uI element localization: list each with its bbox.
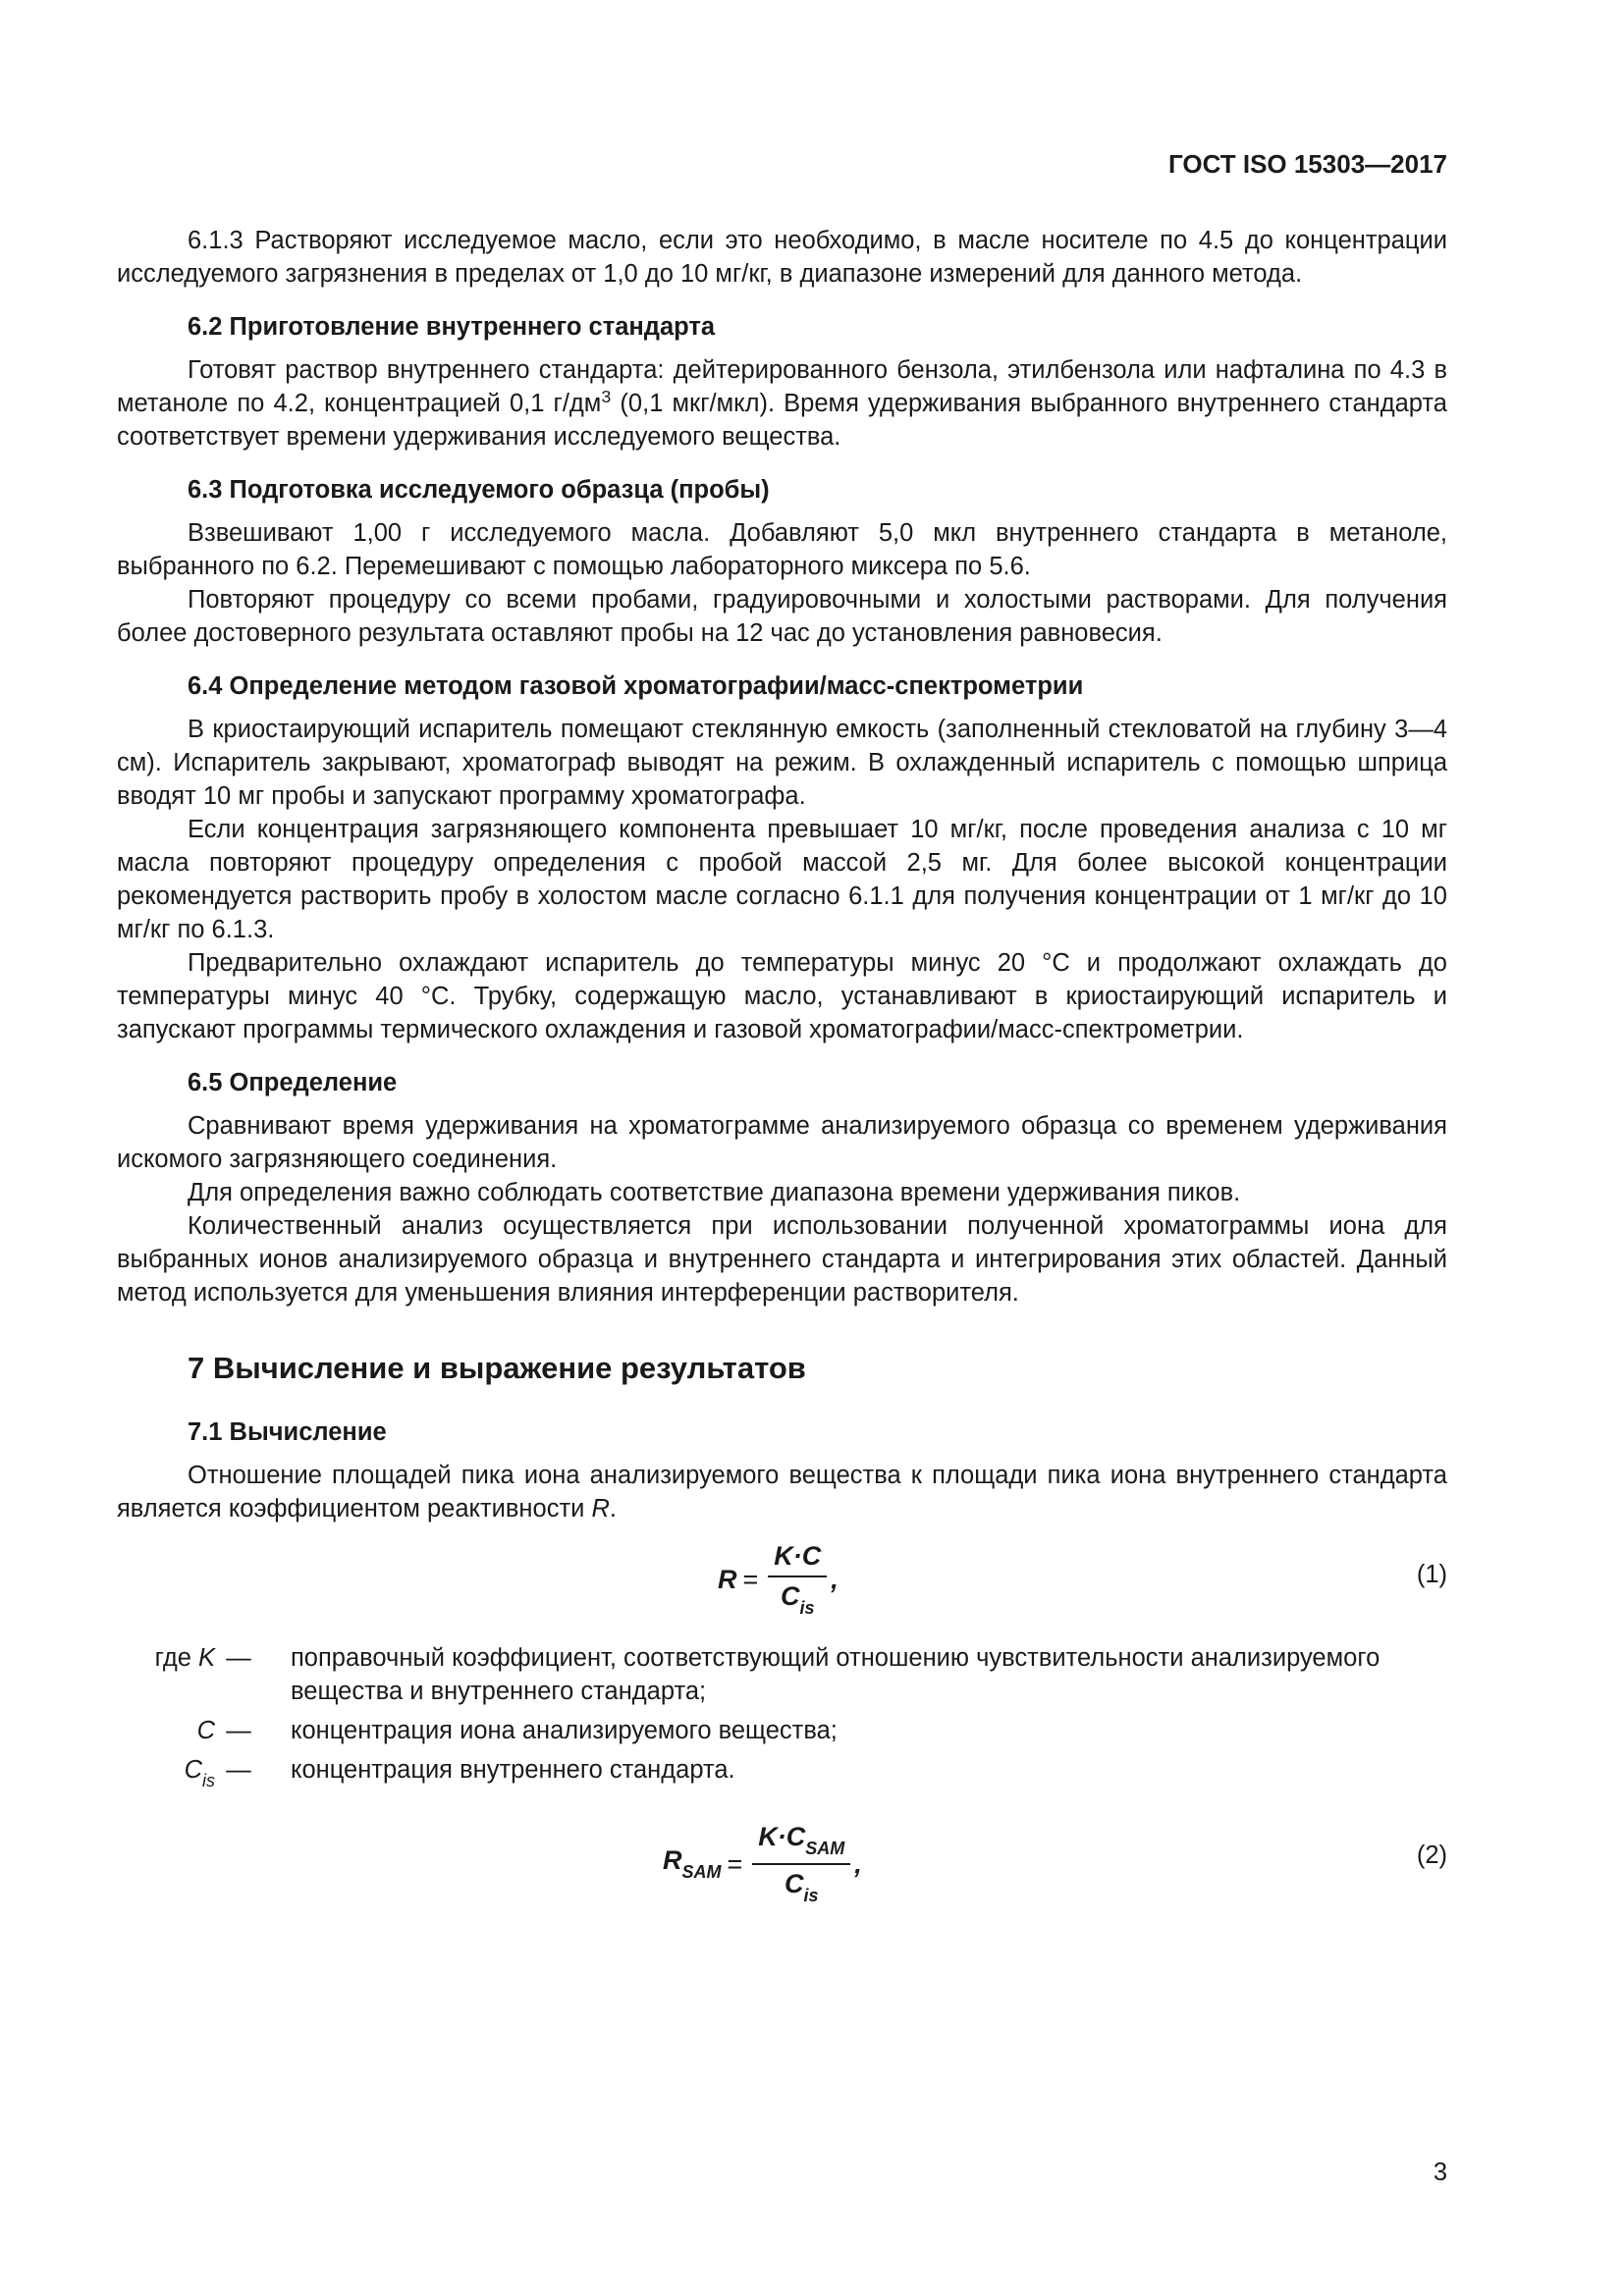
denominator-base: C	[781, 1581, 800, 1611]
formula-expression	[663, 1822, 862, 1906]
denominator	[781, 1577, 815, 1619]
paragraph: Если концентрация загрязняющего компонента превышает 10 мг/кг, после проведения анализа с 10 мг масла повторяют процедуру определения с пробой массой 2,5 мг. Для более высокой концентрации рекомендуется растворить пробу в холостом масле согласно 6.1.1 для получения концентрации от 1 мг/кг до 10 мг/кг по 6.1.3.	[117, 816, 1447, 943]
definition-text: концентрация иона анализируемого вещества;	[291, 1717, 838, 1744]
definition-dash: —	[226, 1756, 251, 1784]
lhs-base: R	[663, 1845, 682, 1875]
definition-dash: —	[226, 1717, 251, 1744]
text-run: (0,1 мкг/мкл). Время удерживания выбранного внутреннего стандарта соответствует времени удерживания исследуемого вещества.	[117, 390, 1447, 451]
subscript: SAM	[681, 1862, 722, 1882]
chapter-title: 7 Вычисление и выражение результатов	[188, 1351, 806, 1385]
definition-text: концентрация внутреннего стандарта.	[291, 1756, 735, 1784]
definition-symbol	[117, 1753, 215, 1797]
symbol: K	[197, 1644, 215, 1672]
section-title: 6.3 Подготовка исследуемого образца (пробы)	[188, 476, 770, 504]
definition-symbol	[117, 1641, 215, 1675]
subscript: is	[803, 1886, 819, 1905]
paragraph: В криостаирующий испаритель помещают стеклянную емкость (заполненный стекловатой на глубину 3—4 см). Испаритель закрывают, хроматограф выводят на режим. В охлажденный испаритель с помощью шприца вводят 10 мг пробы и запускают программу хроматографа.	[117, 716, 1447, 810]
paragraph: Предварительно охлаждают испаритель до температуры минус 20 °С и продолжают охлаждать до температуры минус 40 °С. Трубку, содержащую масло, устанавливают в криостаирующий испаритель и запускают программы термического охлаждения и газовой хроматографии/масс-спектрометрии.	[117, 949, 1447, 1043]
section-6-4	[117, 669, 1447, 703]
document-code: ГОСТ ISO 15303—2017	[1167, 149, 1447, 179]
section-title: 6.4 Определение методом газовой хроматографии/масс-спектрометрии	[188, 672, 1084, 700]
definition-item	[117, 1641, 1447, 1708]
symbol: C	[184, 1756, 202, 1784]
formula-expression	[718, 1541, 839, 1619]
section-title: 6.2 Приготовление внутреннего стандарта	[188, 313, 716, 341]
superscript: 3	[601, 387, 612, 406]
section-7-1	[117, 1415, 1447, 1449]
formula-comma: ,	[854, 1848, 862, 1879]
fraction	[752, 1822, 850, 1906]
section-6-5	[117, 1066, 1447, 1099]
equals-sign: =	[742, 1565, 759, 1594]
symbol: C	[196, 1717, 215, 1744]
equals-sign: =	[727, 1848, 743, 1879]
paragraph: Повторяют процедуру со всеми пробами, градуировочными и холостыми растворами. Для получения более достоверного результата оставляют пробы на 12 час до установления равновесия.	[117, 586, 1447, 647]
paragraph: Сравнивают время удерживания на хроматограмме анализируемого образца со временем удерживания искомого загрязняющего соединения.	[117, 1112, 1447, 1173]
text-run: Готовят раствор внутреннего стандарта: дейтерированного бензола, этилбензола или нафталина по 4.3 в метаноле по 4.2, концентрацией 0,1 г/дм	[117, 356, 1447, 417]
numerator-base: K·C	[758, 1822, 806, 1851]
formula-comma: ,	[831, 1565, 839, 1594]
definitions-list	[117, 1641, 1447, 1790]
formula-lhs: R	[718, 1565, 737, 1594]
section-title: 7.1 Вычисление	[188, 1418, 387, 1446]
page-body	[117, 224, 1447, 1912]
paragraph: Количественный анализ осуществляется при использовании полученной хроматограммы иона для выбранных ионов анализируемого образца и внутреннего стандарта и интегрирования этих областей. Данный метод используется для уменьшения влияния интерференции растворителя.	[117, 1212, 1447, 1307]
paragraph: Взвешивают 1,00 г исследуемого масла. Добавляют 5,0 мкл внутреннего стандарта в метаноле, выбранного по 6.2. Перемешивают с помощью лабораторного миксера по 5.6.	[117, 519, 1447, 580]
denominator	[785, 1865, 819, 1906]
definition-text: поправочный коэффициент, соответствующий отношению чувствительности анализируемого вещества и внутреннего стандарта;	[291, 1644, 1380, 1705]
definition-item	[117, 1753, 1447, 1790]
numerator	[752, 1822, 850, 1865]
definition-prefix: где	[154, 1644, 198, 1672]
formula-lhs	[663, 1845, 722, 1883]
definition-dash: —	[226, 1644, 251, 1672]
variable: R	[591, 1495, 610, 1522]
subscript: is	[202, 1771, 215, 1790]
definition-symbol	[117, 1714, 215, 1747]
text-run: Отношение площадей пика иона анализируемого вещества к площади пика иона внутреннего стандарта является коэффициентом реактивности	[117, 1462, 1447, 1522]
denominator-base: C	[785, 1869, 804, 1898]
paragraph	[117, 1459, 1447, 1525]
page-number: 3	[1433, 2159, 1447, 2186]
text-run: .	[609, 1495, 617, 1522]
formula-1	[117, 1533, 1447, 1631]
fraction	[768, 1541, 827, 1619]
section-6-3	[117, 473, 1447, 507]
formula-2	[117, 1814, 1447, 1912]
paragraph: Для определения важно соблюдать соответствие диапазона времени удерживания пиков.	[188, 1179, 1241, 1206]
subscript: SAM	[805, 1839, 845, 1858]
section-6-2	[117, 310, 1447, 344]
paragraph	[117, 353, 1447, 454]
equation-number: (2)	[1416, 1842, 1447, 1869]
subscript: is	[799, 1598, 815, 1618]
section-title: 6.5 Определение	[188, 1069, 398, 1096]
definition-item	[117, 1714, 1447, 1747]
equation-number: (1)	[1416, 1561, 1447, 1588]
numerator: K·C	[768, 1541, 827, 1577]
paragraph-6-1-3: 6.1.3 Растворяют исследуемое масло, если это необходимо, в масле носителе по 4.5 до концентрации исследуемого загрязнения в пределах от 1,0 до 10 мг/кг, в диапазоне измерений для данного метода.	[117, 227, 1447, 288]
